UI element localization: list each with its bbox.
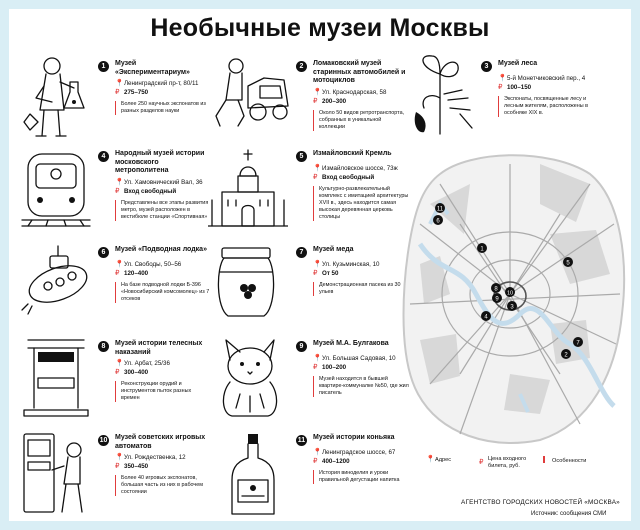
legend-address: 📍 Адрес xyxy=(426,456,452,463)
museum-name: Музей леса xyxy=(498,60,538,67)
ruble-icon: ₽ xyxy=(115,270,120,277)
vintage-car-illustration xyxy=(208,56,290,134)
museum-address: Ул. Хамовнический Вал, 36 xyxy=(124,178,203,186)
museum-name: Музей истории коньяка xyxy=(313,434,395,441)
honey-jar-illustration xyxy=(214,244,280,320)
agency-credit: АГЕНТСТВО ГОРОДСКИХ НОВОСТЕЙ «МОСКВА» xyxy=(461,499,620,506)
museum-name: Музей советских игровых автоматов xyxy=(115,434,206,450)
cat-illustration xyxy=(212,334,286,418)
museum-2 xyxy=(296,60,408,131)
map-marker-11 xyxy=(435,203,445,213)
moscow-map xyxy=(400,144,630,450)
location-pin-icon: 📍 xyxy=(313,355,322,362)
museum-9 xyxy=(296,340,412,397)
ruble-icon: ₽ xyxy=(115,187,120,195)
ruble-icon: ₽ xyxy=(313,174,318,181)
museum-note: Более 40 игровых экспонатов, большая часть из них в рабочем состоянии xyxy=(115,475,210,496)
museum-number: 1 xyxy=(98,61,109,72)
museum-address: Измайловское шоссе, 73ж xyxy=(322,165,398,172)
museum-note: Представлены все этапы развития метро, музей расположен в вестибюле станции «Спортивная» xyxy=(115,200,210,221)
museum-note: На базе подводной лодки Б-396 «Новосибирский комсомолец» из 7 отсеков xyxy=(115,282,210,303)
museum-number: 9 xyxy=(296,341,307,352)
svg-text:11: 11 xyxy=(436,206,444,213)
museum-name: Музей «Экспериментариум» xyxy=(115,60,190,76)
svg-text:2: 2 xyxy=(564,352,568,359)
ruble-icon: ₽ xyxy=(115,369,120,376)
map-marker-5 xyxy=(563,257,573,267)
map-marker-6 xyxy=(433,215,443,225)
museum-number: 6 xyxy=(98,247,109,258)
scientist-illustration xyxy=(22,52,92,140)
museum-number: 10 xyxy=(99,437,108,444)
svg-text:6: 6 xyxy=(436,218,440,225)
museum-price: Вход свободный xyxy=(124,187,177,195)
svg-text:9: 9 xyxy=(495,296,499,303)
map-marker-4 xyxy=(481,311,491,321)
arcade-machine-illustration xyxy=(18,430,96,516)
location-pin-icon: 📍 xyxy=(313,88,322,96)
museum-address: Ул. Свободы, 50–56 xyxy=(124,261,182,268)
museum-price: Вход свободный xyxy=(322,174,375,181)
ruble-icon: ₽ xyxy=(115,463,120,470)
museum-price: 100–150 xyxy=(507,84,532,91)
museum-6 xyxy=(98,246,210,303)
museum-note: Музей находится в бывшей квартире-коммуналке №50, где жил писатель xyxy=(313,376,412,397)
museum-price: От 50 xyxy=(322,270,339,277)
location-pin-icon: 📍 xyxy=(115,178,124,186)
map-marker-9 xyxy=(492,293,502,303)
museum-note: История виноделия и уроки правильной дегустации напитка xyxy=(313,470,408,484)
cognac-bottle-illustration xyxy=(226,432,280,518)
ruble-icon: ₽ xyxy=(479,459,484,466)
museum-number: 11 xyxy=(297,437,306,444)
submarine-illustration xyxy=(18,244,98,316)
svg-text:4: 4 xyxy=(484,314,488,321)
location-pin-icon: 📍 xyxy=(498,75,507,82)
location-pin-icon: 📍 xyxy=(313,261,322,268)
museum-3 xyxy=(481,60,599,117)
museum-address: Ленинградский пр-т, 80/11 xyxy=(124,80,199,87)
page-title: Необычные музеи Москвы xyxy=(150,14,490,42)
museum-8 xyxy=(98,340,210,402)
museum-name: Музей М.А. Булгакова xyxy=(313,340,389,347)
museum-4 xyxy=(98,150,210,221)
museum-number: 8 xyxy=(98,341,109,352)
museum-number: 3 xyxy=(481,61,492,72)
location-pin-icon: 📍 xyxy=(426,456,435,463)
ruble-icon: ₽ xyxy=(313,364,318,371)
museum-address: Ул. Рождественка, 12 xyxy=(124,454,186,461)
kremlin-building-illustration xyxy=(208,148,288,228)
museum-note: Экспонаты, посвященные лесу и лесным жителям, расположены в особняке XIX в. xyxy=(498,96,599,117)
museum-note: Реконструкции орудий и инструментов пыток разных времен xyxy=(115,381,210,402)
svg-text:5: 5 xyxy=(566,260,570,267)
svg-text:1: 1 xyxy=(480,246,484,253)
location-pin-icon: 📍 xyxy=(115,454,124,461)
gallows-illustration xyxy=(20,338,92,418)
map-marker-3 xyxy=(507,301,517,311)
map-marker-10 xyxy=(505,287,515,297)
museum-number: 4 xyxy=(98,151,109,162)
museum-number: 5 xyxy=(296,151,307,162)
source-credit: Источник: сообщения СМИ xyxy=(531,511,607,517)
museum-address: Ленинградское шоссе, 67 xyxy=(322,449,396,456)
museum-note: Около 50 видов ретротранспорта, собранных в уникальной коллекции xyxy=(313,110,408,131)
museum-10 xyxy=(98,434,210,496)
map-marker-2 xyxy=(561,349,571,359)
ruble-icon: ₽ xyxy=(313,458,318,465)
svg-text:10: 10 xyxy=(506,290,514,297)
museum-address: 5-й Монетчиковский пер., 4 xyxy=(507,75,586,82)
museum-name: Ломаковский музей старинных автомобилей и мотоциклов xyxy=(313,60,406,84)
location-pin-icon: 📍 xyxy=(115,360,124,367)
location-pin-icon: 📍 xyxy=(313,449,322,456)
legend-features: Особенности xyxy=(543,456,586,466)
legend-price: ₽ Цена входного билета, руб. xyxy=(479,456,527,469)
museum-address: Ул. Кузьминская, 10 xyxy=(322,261,380,268)
museum-name: Музей «Подводная лодка» xyxy=(115,246,207,253)
museum-note: Демонстрационная пасека из 30 ульев xyxy=(313,282,408,296)
map-marker-7 xyxy=(573,337,583,347)
museum-name: Музей меда xyxy=(313,246,354,253)
museum-price: 275–750 xyxy=(124,89,149,96)
ruble-icon: ₽ xyxy=(115,89,120,96)
museum-7 xyxy=(296,246,408,296)
ruble-icon: ₽ xyxy=(313,270,318,277)
tree-leaves-illustration xyxy=(410,54,480,138)
museum-number: 7 xyxy=(296,247,307,258)
museum-number: 2 xyxy=(296,61,307,72)
ruble-icon: ₽ xyxy=(498,84,503,91)
museum-address: Ул. Большая Садовая, 10 xyxy=(322,355,396,362)
museum-note: Культурно-развлекательный комплекс с имитацией архитектуры XVII в., здесь находится самая высокая деревянная церковь столицы xyxy=(313,186,414,221)
museum-address: Ул. Арбат, 25/36 xyxy=(124,360,170,367)
museum-1 xyxy=(98,60,210,115)
metro-train-illustration xyxy=(18,148,94,228)
museum-name: Народный музей истории московского метрополитена xyxy=(115,150,205,174)
museum-5 xyxy=(296,150,414,221)
museum-price: 100–200 xyxy=(322,364,347,371)
museum-name: Музей истории телесных наказаний xyxy=(115,340,203,356)
map-marker-1 xyxy=(477,243,487,253)
svg-text:3: 3 xyxy=(510,304,514,311)
map-marker-8 xyxy=(491,283,501,293)
svg-text:8: 8 xyxy=(494,286,498,293)
red-bar-icon xyxy=(543,456,552,466)
museum-address: Ул. Краснодарская, 58 xyxy=(322,88,387,96)
location-pin-icon: 📍 xyxy=(313,165,322,172)
location-pin-icon: 📍 xyxy=(115,261,124,268)
museum-11 xyxy=(296,434,408,484)
museum-price: 300–400 xyxy=(124,369,149,376)
museum-price: 400–1200 xyxy=(322,458,350,465)
location-pin-icon: 📍 xyxy=(115,80,124,87)
museum-price: 200–300 xyxy=(322,97,347,105)
museum-name: Измайловский Кремль xyxy=(313,150,392,157)
svg-text:7: 7 xyxy=(576,340,580,347)
museum-price: 350–450 xyxy=(124,463,149,470)
museum-price: 120–400 xyxy=(124,270,149,277)
ruble-icon: ₽ xyxy=(313,97,318,105)
museum-note: Более 250 научных экспонатов из разных разделов науки xyxy=(115,101,210,115)
